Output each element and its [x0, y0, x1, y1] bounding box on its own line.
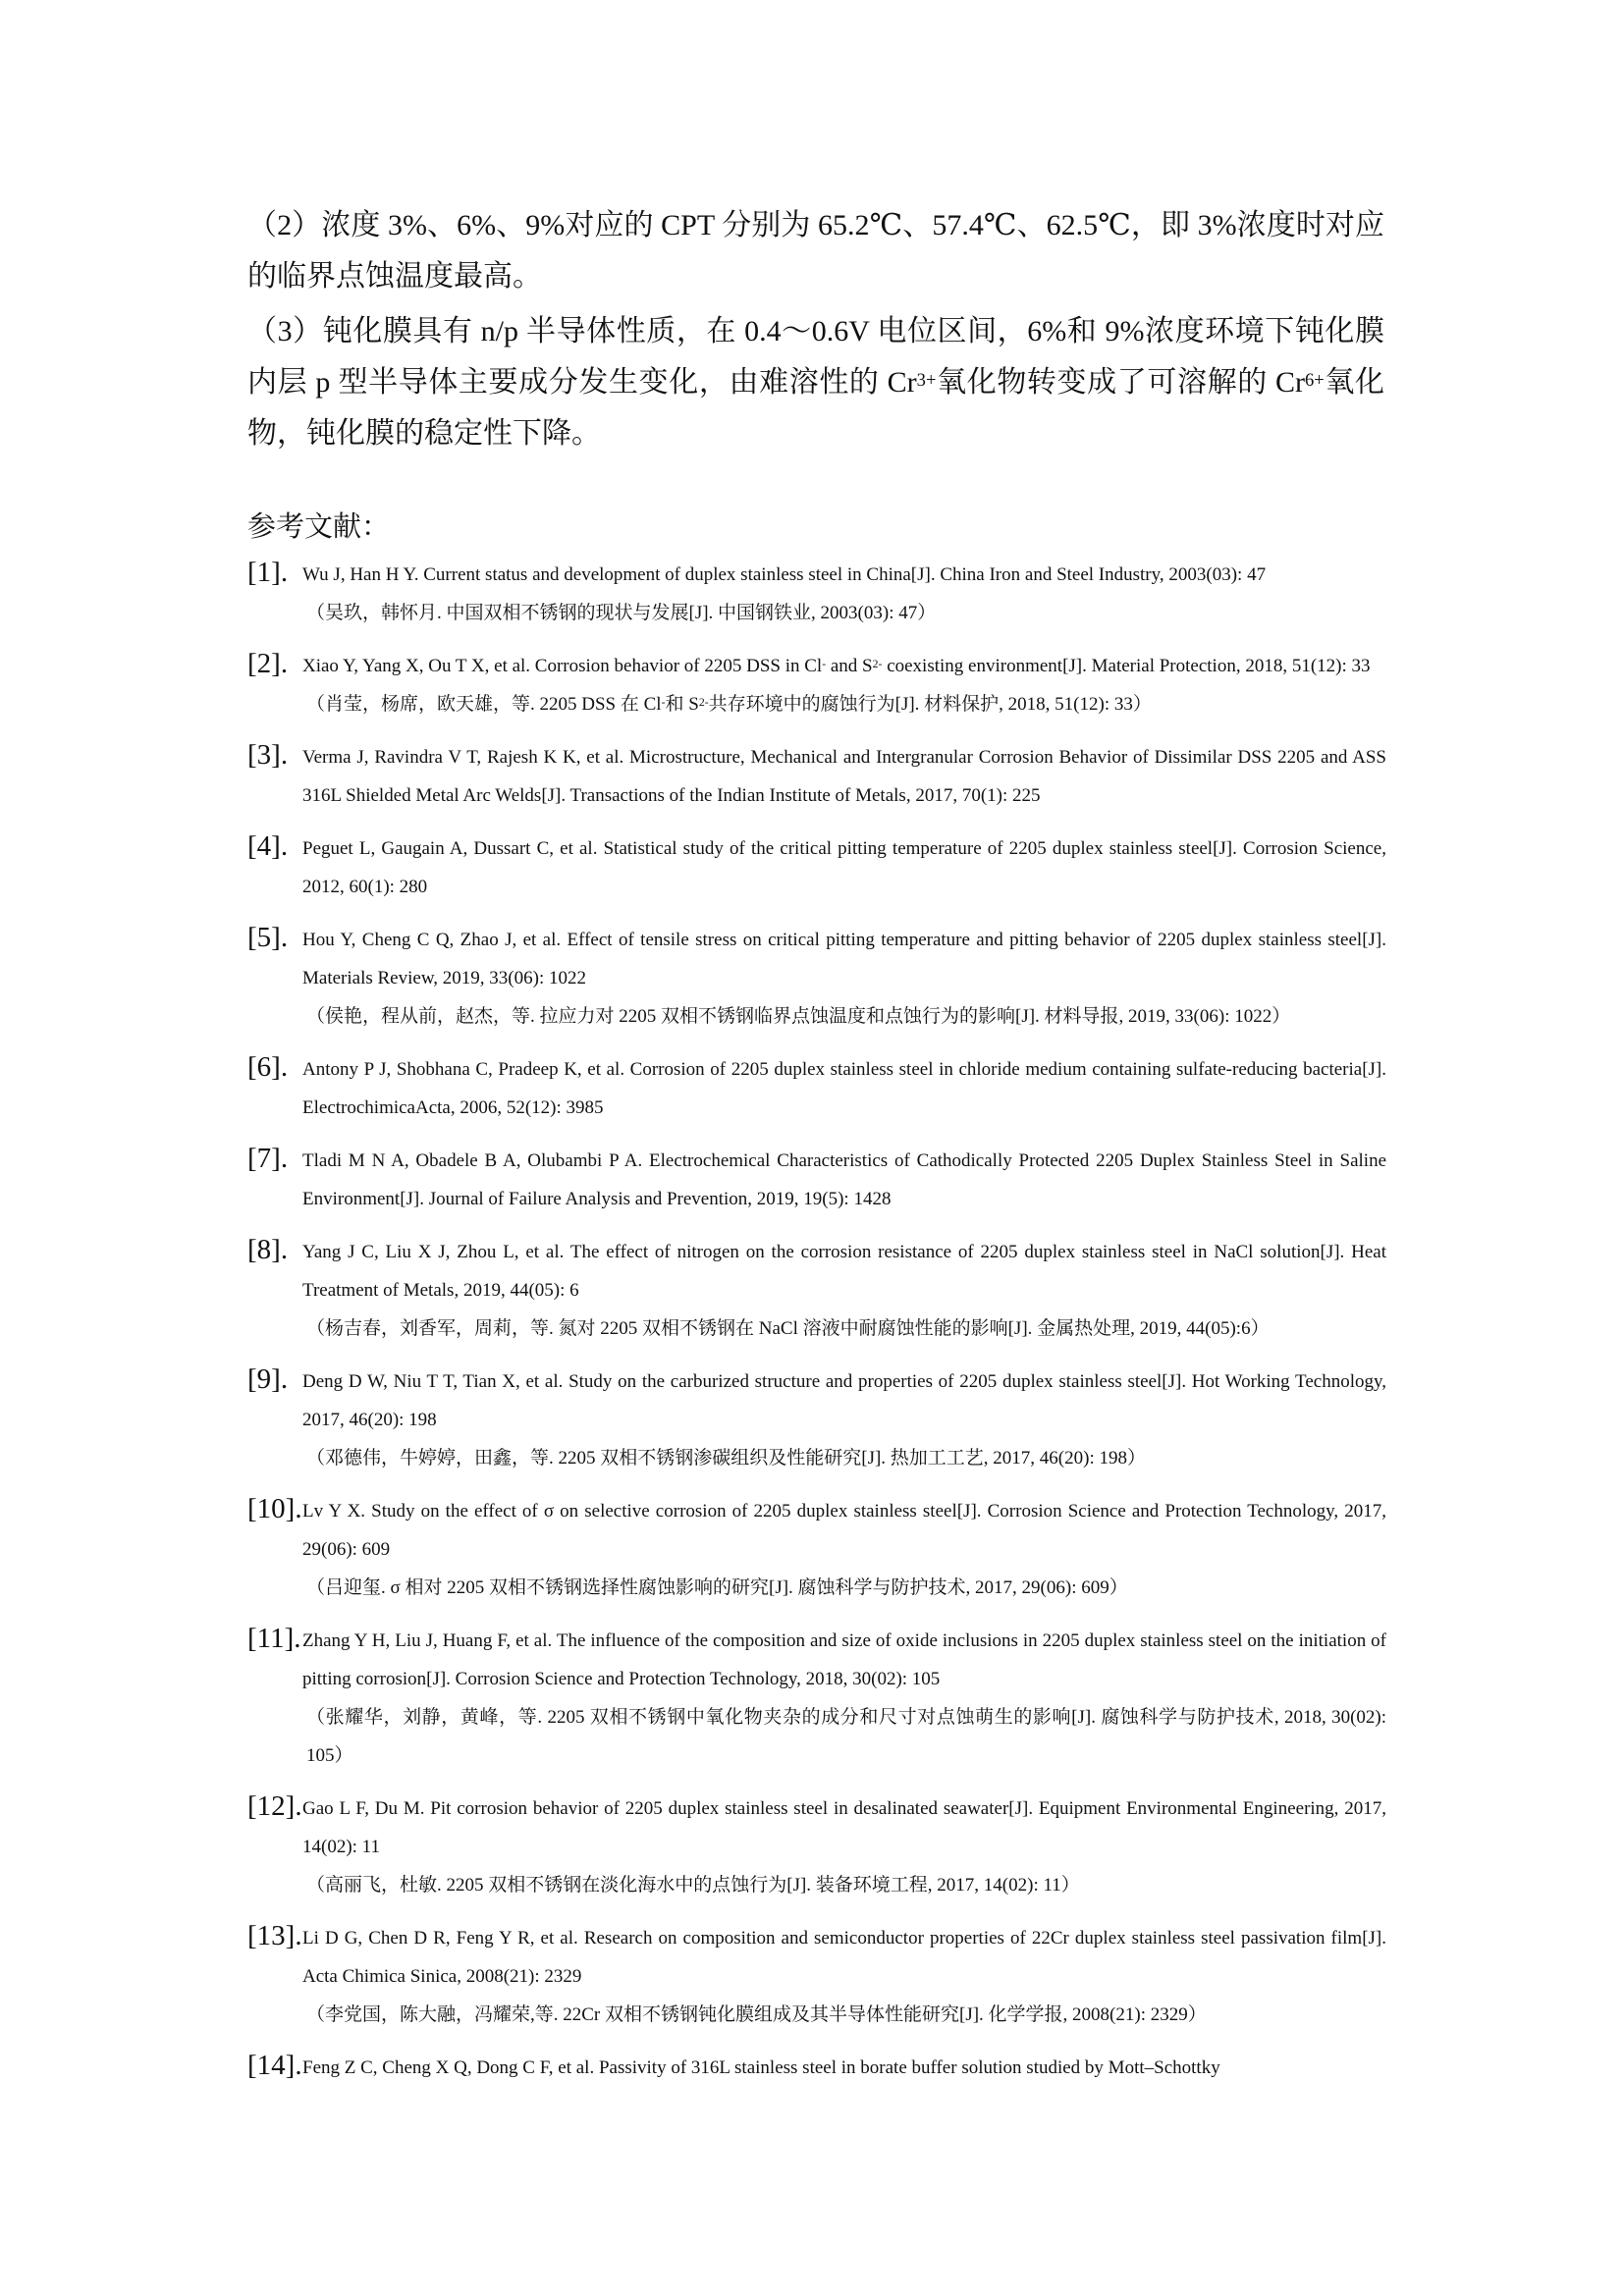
conclusion-item-3-text-a: （3）钝化膜具有 n/p 半导体性质，在 0.4～0.6V 电位区间，6%和 9%浓度环境下钝化膜内层 p 型半导体主要成分发生变化，由难溶性的 Cr [247, 315, 1384, 399]
reference-text-zh: （吕迎玺. σ 相对 2205 双相不锈钢选择性腐蚀影响的研究[J]. 腐蚀科学与防护技术, 2017, 29(06): 609） [306, 1577, 1128, 1598]
reference-item-10 [247, 1492, 1386, 1607]
reference-text-zh: （邓德伟，牛婷婷，田鑫，等. 2205 双相不锈钢渗碳组织及性能研究[J]. 热加工工艺, 2017, 46(20): 198） [306, 1448, 1146, 1468]
reference-text-en [302, 647, 1386, 685]
reference-number: [6]. [247, 1051, 289, 1083]
reference-number: [2]. [247, 648, 289, 679]
reference-item-11 [247, 1622, 1386, 1775]
reference-text-en: Deng D W, Niu T T, Tian X, et al. Study on the carburized structure and properties of 2205 duplex stainless steel[J]. Hot Working Technology, 2017, 46(20): 198 [302, 1371, 1386, 1430]
reference-item-2 [247, 647, 1386, 723]
reference-item-4 [247, 829, 1386, 906]
reference-number: [9]. [247, 1363, 289, 1395]
reference-body [302, 829, 1386, 906]
reference-text-zh: （吴玖，韩怀月. 中国双相不锈钢的现状与发展[J]. 中国钢铁业, 2003(03): 47） [306, 603, 937, 623]
reference-body [302, 1233, 1386, 1348]
reference-text-en: Hou Y, Cheng C Q, Zhao J, et al. Effect of tensile stress on critical pitting temperature and pitting behavior of 2205 duplex stainless steel[J]. Materials Review, 2019, 33(06): 1022 [302, 930, 1386, 988]
reference-text-en: Li D G, Chen D R, Feng Y R, et al. Research on composition and semiconductor properties of 22Cr duplex stainless steel passivation film[J]. Acta Chimica Sinica, 2008(21): 2329 [302, 1928, 1386, 1987]
reference-number: [11]. [247, 1623, 301, 1654]
reference-number: [3]. [247, 739, 289, 771]
reference-text-zh: （高丽飞，杜敏. 2205 双相不锈钢在淡化海水中的点蚀行为[J]. 装备环境工程, 2017, 14(02): 11） [306, 1875, 1080, 1896]
reference-item-12 [247, 1789, 1386, 1904]
cr6-superscript: 6+ [1304, 369, 1325, 391]
reference-text-en: Verma J, Ravindra V T, Rajesh K K, et al. Microstructure, Mechanical and Intergranular Corrosion Behavior of Dissimilar DSS 2205 and ASS 316L Shielded Metal Arc Welds[J]. Transactions of the Indian Institute of Metals, 2017, 70(1): 225 [302, 747, 1386, 806]
reference-body [302, 1362, 1386, 1477]
reference-item-8 [247, 1233, 1386, 1348]
reference-body [302, 1919, 1386, 2034]
reference-number: [5]. [247, 922, 289, 953]
reference-item-3 [247, 738, 1386, 815]
reference-number: [10]. [247, 1493, 302, 1524]
reference-text-en-a: Xiao Y, Yang X, Ou T X, et al. Corrosion behavior of 2205 DSS in Cl [302, 656, 823, 676]
reference-text-zh: （张耀华，刘静，黄峰，等. 2205 双相不锈钢中氧化物夹杂的成分和尺寸对点蚀萌生的影响[J]. 腐蚀科学与防护技术, 2018, 30(02): 105） [306, 1707, 1386, 1766]
reference-text-zh: （李党国，陈大融，冯耀荣,等. 22Cr 双相不锈钢钝化膜组成及其半导体性能研究[J]. 化学学报, 2008(21): 2329） [306, 2004, 1207, 2025]
conclusion-item-2: （2）浓度 3%、6%、9%对应的 CPT 分别为 65.2℃、57.4℃、62.5℃，即 3%浓度时对应的临界点蚀温度最高。 [247, 209, 1384, 293]
sulfide-superscript: 2- [872, 657, 883, 670]
reference-text-en: Lv Y X. Study on the effect of σ on selective corrosion of 2205 duplex stainless steel[J]. Corrosion Science and Protection Technology, 2017, 29(06): 609 [302, 1501, 1386, 1560]
reference-text-zh: （杨吉春，刘香军，周莉，等. 氮对 2205 双相不锈钢在 NaCl 溶液中耐腐蚀性能的影响[J]. 金属热处理, 2019, 44(05):6） [306, 1318, 1270, 1339]
reference-text-en-b: and S [826, 656, 873, 676]
reference-body [302, 738, 1386, 815]
reference-item-13 [247, 1919, 1386, 2034]
reference-text-en: Yang J C, Liu X J, Zhou L, et al. The effect of nitrogen on the corrosion resistance of 2205 duplex stainless steel in NaCl solution[J]. Heat Treatment of Metals, 2019, 44(05): 6 [302, 1242, 1386, 1301]
reference-number: [13]. [247, 1920, 302, 1951]
reference-item-1 [247, 556, 1386, 632]
reference-item-6 [247, 1050, 1386, 1127]
reference-body [302, 1789, 1386, 1904]
reference-body [302, 1142, 1386, 1218]
reference-text-en-c: coexisting environment[J]. Material Protection, 2018, 51(12): 33 [882, 656, 1371, 676]
reference-text-en: Antony P J, Shobhana C, Pradeep K, et al. Corrosion of 2205 duplex stainless steel in chloride medium containing sulfate-reducing bacteria[J]. ElectrochimicaActa, 2006, 52(12): 3985 [302, 1059, 1386, 1118]
reference-text-zh-c: 共存环境中的腐蚀行为[J]. 材料保护, 2018, 51(12): 33） [708, 694, 1152, 715]
reference-body [302, 2049, 1386, 2087]
conclusion-item-3 [247, 306, 1384, 459]
reference-number: [4]. [247, 830, 289, 862]
reference-text-zh-b: 和 S [665, 694, 699, 715]
chloride-superscript: - [822, 657, 827, 670]
reference-body [302, 647, 1386, 723]
reference-item-7 [247, 1142, 1386, 1218]
reference-text-zh [302, 685, 1386, 723]
reference-body [302, 921, 1386, 1036]
reference-number: [8]. [247, 1234, 289, 1265]
reference-body [302, 1492, 1386, 1607]
reference-list [247, 556, 1386, 2102]
reference-item-5 [247, 921, 1386, 1036]
conclusion-item-3-text-b: 氧化物转变成了可溶解的 Cr [936, 366, 1305, 399]
reference-number: [7]. [247, 1143, 289, 1174]
reference-text-en: Wu J, Han H Y. Current status and development of duplex stainless steel in China[J]. China Iron and Steel Industry, 2003(03): 47 [302, 564, 1267, 585]
reference-text-en: Peguet L, Gaugain A, Dussart C, et al. Statistical study of the critical pitting temperature of 2205 duplex stainless steel[J]. Corrosion Science, 2012, 60(1): 280 [302, 838, 1386, 897]
reference-text-en: Tladi M N A, Obadele B A, Olubambi P A. Electrochemical Characteristics of Cathodically Protected 2205 Duplex Stainless Steel in Saline Environment[J]. Journal of Failure Analysis and Prevention, 2019, 19(5): 1428 [302, 1150, 1386, 1209]
reference-text-en: Zhang Y H, Liu J, Huang F, et al. The influence of the composition and size of oxide inclusions in 2205 duplex stainless steel on the initiation of pitting corrosion[J]. Corrosion Science and Protection Technology, 2018, 30(02): 105 [302, 1630, 1386, 1689]
conclusion-item-3-text-c: 氧化物，钝化膜的稳定性下降。 [247, 366, 1385, 450]
references-heading: 参考文献： [247, 511, 391, 543]
sulfide-superscript: 2- [698, 695, 709, 709]
reference-text-zh: （侯艳，程从前，赵杰，等. 拉应力对 2205 双相不锈钢临界点蚀温度和点蚀行为的影响[J]. 材料导报, 2019, 33(06): 1022） [306, 1006, 1291, 1027]
cr3-superscript: 3+ [916, 369, 937, 391]
reference-number: [14]. [247, 2050, 302, 2081]
reference-body [302, 556, 1386, 632]
chloride-superscript: - [661, 695, 666, 709]
reference-text-zh-a: （肖莹，杨席，欧天雄，等. 2205 DSS 在 Cl [306, 694, 662, 715]
reference-number: [1]. [247, 557, 289, 588]
reference-text-en: Feng Z C, Cheng X Q, Dong C F, et al. Passivity of 316L stainless steel in borate buffer solution studied by Mott–Schottky [302, 2057, 1220, 2078]
reference-body [302, 1622, 1386, 1775]
reference-number: [12]. [247, 1790, 302, 1822]
reference-item-9 [247, 1362, 1386, 1477]
reference-item-14 [247, 2049, 1386, 2087]
reference-body [302, 1050, 1386, 1127]
reference-text-en: Gao L F, Du M. Pit corrosion behavior of 2205 duplex stainless steel in desalinated seawater[J]. Equipment Environmental Engineering, 2017, 14(02): 11 [302, 1798, 1386, 1857]
